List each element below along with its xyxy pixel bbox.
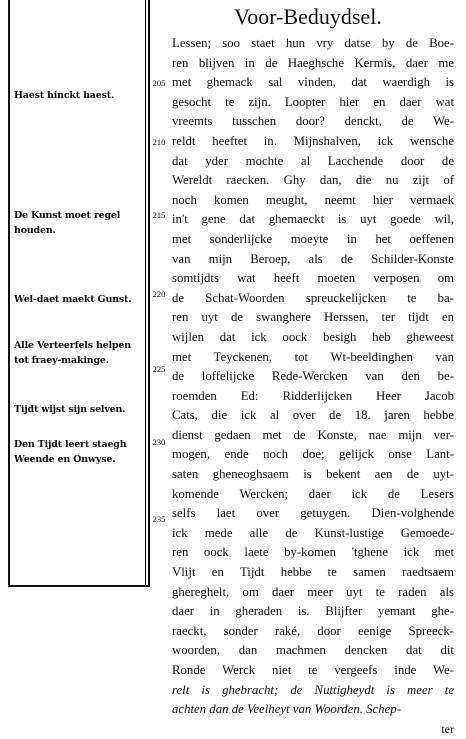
text-line: selfs laet over getuygen. Dien-volghende — [172, 506, 454, 521]
margin-note: Tijdt wijst sijn selven. — [14, 404, 126, 415]
text-line: Cats, die ick al over de 18. jaren hebbe — [172, 408, 454, 423]
line-number: 230 — [152, 437, 166, 447]
text-line: achten dan de Veelheyt van Woorden. Schep- — [172, 702, 401, 717]
text-line: met sonderlijcke moeyte in het oeffenen — [172, 231, 454, 246]
text-line: vreemts tusschen door? denckt, de We- — [172, 114, 454, 129]
text-line: roemden Ed: Ridderlijcken Heer Jacob — [172, 388, 454, 403]
line-number: 225 — [152, 364, 166, 374]
text-line: somtijdts wat heeft moeten verposen om — [172, 271, 454, 286]
line-number: 210 — [152, 137, 166, 147]
text-line: van mijn Beroep, als de Schilder-Konste — [172, 251, 454, 266]
text-line: ren uyt de swanghere Herssen, ter tijdt en — [172, 310, 454, 325]
text-line: dat yder mochte al Lacchende door de — [172, 153, 454, 168]
catchword: ter — [441, 721, 454, 736]
margin-note: De Kunst moet regel houden. — [14, 210, 121, 236]
body-text — [172, 34, 454, 739]
text-line: gesocht te zijn. Loopter hier en daer wat — [172, 94, 454, 109]
margin-note: Haest hinckt haest. — [14, 90, 115, 101]
text-line: saten gheneoghsaem is bekent aen de uyt- — [172, 467, 454, 482]
text-line: raeckt, sonder raké, door eenige Spreeck- — [172, 623, 454, 638]
text-line: de Schat-Woorden spreuckelijcken te ba- — [172, 290, 454, 305]
text-line: dienst gedaen met de Konste, nae mijn ver- — [172, 427, 454, 442]
text-line: reldt heeftet in. Mijnshalven, ick wensche — [172, 133, 454, 148]
line-number: 205 — [152, 78, 166, 88]
text-line: relt is ghebracht; de Nuttigheydt is meer te — [172, 682, 454, 697]
left-border-rule — [8, 0, 10, 586]
margin-note: Alle Verteerfels helpen tot fraey-makinge. — [14, 340, 131, 366]
text-line: ghereghelt, om daer meer uyt te raden als — [172, 584, 454, 599]
text-line: Lessen; soo staet hun vry datse by de Boe- — [172, 36, 454, 50]
text-line: Ronde Werck niet te vergeefs inde We- — [172, 663, 454, 677]
text-line: ick mede alle de Kunst-lustige Gemoede- — [172, 525, 454, 540]
text-line: noch komen meught, neemt hier vermaek — [172, 192, 454, 207]
text-line: met Teyckenen, tot Wt-beeldinghen van — [172, 349, 454, 364]
margin-bottom-rule — [8, 585, 150, 587]
text-line: woorden, dan machmen dencken dat dit — [172, 643, 454, 658]
margin-divider-rule — [145, 0, 146, 586]
text-line: Vlijt en Tijdt hebbe te samen raedtsaem — [172, 565, 454, 580]
text-line: in't gene dat ghemaeckt is uyt goede wil, — [172, 212, 454, 227]
text-line: Wereldt raecken. Ghy dan, die nu zijt of — [172, 173, 454, 188]
text-line: de loffelijcke Rede-Wercken van den be- — [172, 369, 454, 384]
line-number: 215 — [152, 210, 166, 220]
margin-note: Den Tijdt leert staegh Weende en Onwyse. — [14, 439, 127, 465]
text-line: ren oock laete by-komen 'tghene ick met — [172, 545, 454, 560]
margin-note: Wel-daet maekt Gunst. — [14, 294, 132, 305]
line-number: 235 — [152, 514, 166, 524]
text-line: ren blijven in de Haeghsche Kermis, daer me — [172, 55, 454, 70]
text-line: mogen, ende noch doe; gelijck onse Lant- — [172, 447, 454, 462]
text-line: wijlen dat ick oock besigh heb gheweest — [172, 329, 454, 344]
text-line: met ghemack sal vinden, dat waerdigh is — [172, 75, 454, 90]
text-line: komende Wercken; daer ick de Lesers — [172, 486, 454, 501]
running-title: Voor-Beduydsel. — [234, 4, 382, 29]
text-line: daer in gheraden is. Blijfter yemant ghe- — [172, 604, 454, 619]
line-number: 220 — [152, 289, 166, 299]
